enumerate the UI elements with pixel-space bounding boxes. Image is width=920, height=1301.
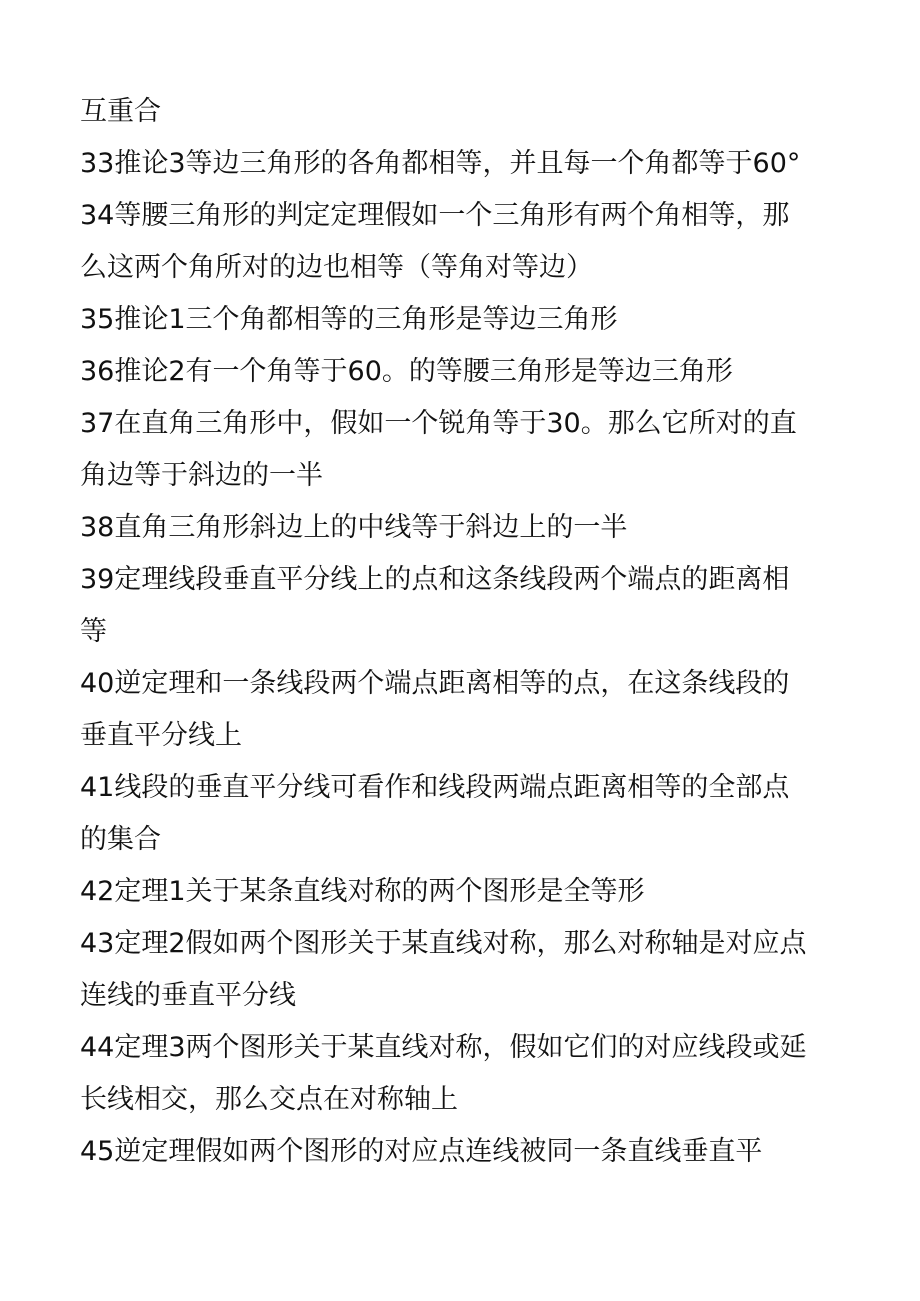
text-line: 39定理线段垂直平分线上的点和这条线段两个端点的距离相 (80, 564, 790, 595)
text-line: 40逆定理和一条线段两个端点距离相等的点，在这条线段的 (80, 668, 790, 699)
text-line: 43定理2假如两个图形关于某直线对称，那么对称轴是对应点 (80, 928, 807, 959)
text-line: 互重合 (80, 96, 161, 127)
text-line: 37在直角三角形中，假如一个锐角等于30。那么它所对的直 (80, 408, 797, 439)
text-line: 33推论3等边三角形的各角都相等，并且每一个角都等于60° (80, 148, 801, 179)
text-line: 长线相交，那么交点在对称轴上 (80, 1084, 458, 1115)
text-line: 的集合 (80, 824, 161, 855)
text-line: 41线段的垂直平分线可看作和线段两端点距离相等的全部点 (80, 772, 790, 803)
text-line: 垂直平分线上 (80, 720, 242, 751)
text-line: 44定理3两个图形关于某直线对称，假如它们的对应线段或延 (80, 1032, 807, 1063)
text-line: 42定理1关于某条直线对称的两个图形是全等形 (80, 876, 645, 907)
text-line: 38直角三角形斜边上的中线等于斜边上的一半 (80, 512, 628, 543)
text-line: 34等腰三角形的判定定理假如一个三角形有两个角相等，那 (80, 200, 790, 231)
text-line: 角边等于斜边的一半 (80, 460, 323, 491)
text-line: 36推论2有一个角等于60。的等腰三角形是等边三角形 (80, 356, 733, 387)
text-line: 连线的垂直平分线 (80, 980, 296, 1011)
text-line: 35推论1三个角都相等的三角形是等边三角形 (80, 304, 618, 335)
document-page (80, 86, 840, 1178)
text-line: 等 (80, 616, 107, 647)
text-line: 么这两个角所对的边也相等（等角对等边） (80, 252, 593, 283)
text-line: 45逆定理假如两个图形的对应点连线被同一条直线垂直平 (80, 1136, 763, 1167)
